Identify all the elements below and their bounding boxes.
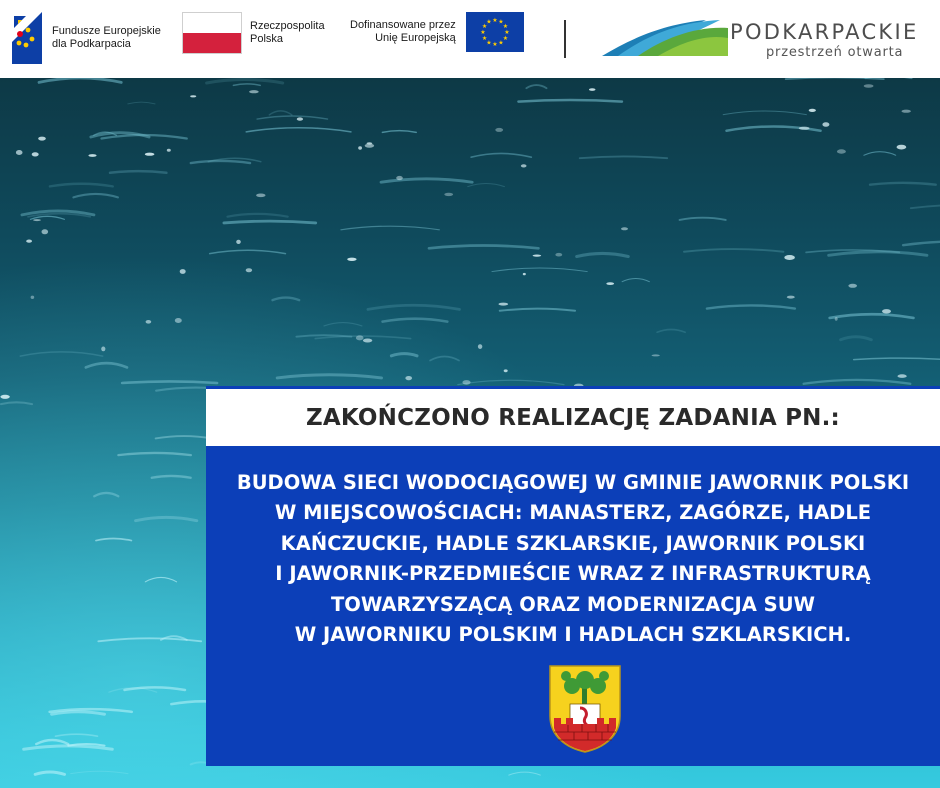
description-line: TOWARZYSZĄCĄ ORAZ MODERNIZACJA SUW: [330, 592, 816, 616]
logo-divider: [564, 20, 566, 58]
polish-flag-icon: [182, 12, 242, 54]
eu-star-icon: ★: [504, 29, 510, 36]
eu-star-icon: ★: [498, 39, 504, 47]
eu-star-icon: ★: [486, 39, 492, 47]
eu-funds-icon: [12, 12, 42, 64]
eu-star-icon: ★: [492, 17, 498, 24]
eu-flag-icon: [466, 12, 524, 52]
region-tagline: przestrzeń otwarta: [766, 45, 904, 60]
podkarpackie-hills-icon: [602, 14, 732, 62]
eu-logo-text: Dofinansowane przez Unię Europejską: [350, 19, 456, 44]
poland-logo-text: Rzeczpospolita Polska: [250, 20, 325, 45]
eu-star-icon: ★: [486, 18, 492, 26]
funds-logo: [12, 12, 161, 64]
podkarpackie-logo: [602, 14, 932, 64]
eu-star-icon: ★: [502, 35, 508, 42]
logo-bar: [0, 0, 940, 78]
eu-logo: [350, 12, 524, 52]
eu-star-icon: ★: [481, 35, 488, 42]
announcement-panel: [206, 446, 940, 766]
eu-star-icon: ★: [481, 23, 488, 30]
announcement-heading-box: [206, 386, 940, 446]
poland-logo: [182, 12, 325, 54]
eu-star-icon: ★: [492, 41, 498, 48]
description-line: W MIEJSCOWOŚCIACH: MANASTERZ, ZAGÓRZE, HADLE: [274, 501, 872, 525]
funds-logo-text: Fundusze Europejskie dla Podkarpacia: [52, 25, 161, 50]
region-name: PODKARPACKIE: [730, 20, 919, 44]
description-line: W JAWORNIKU POLSKIM I HADLACH SZKLARSKICH.: [294, 623, 852, 647]
eu-star-icon: ★: [498, 18, 504, 26]
description-line: BUDOWA SIECI WODOCIĄGOWEJ W GMINIE JAWORNIK POLSKI: [236, 471, 910, 494]
announcement-heading: ZAKOŃCZONO REALIZACJĘ ZADANIA PN.:: [306, 404, 840, 431]
eu-star-icon: ★: [480, 29, 486, 36]
coat-of-arms-icon: [548, 664, 622, 754]
eu-star-icon: ★: [502, 23, 508, 30]
project-description: [206, 468, 940, 650]
description-line: I JAWORNIK-PRZEDMIEŚCIE WRAZ Z INFRASTRUKTURĄ: [275, 562, 871, 586]
description-line: KAŃCZUCKIE, HADLE SZKLARSKIE, JAWORNIK POLSKI: [280, 531, 866, 555]
